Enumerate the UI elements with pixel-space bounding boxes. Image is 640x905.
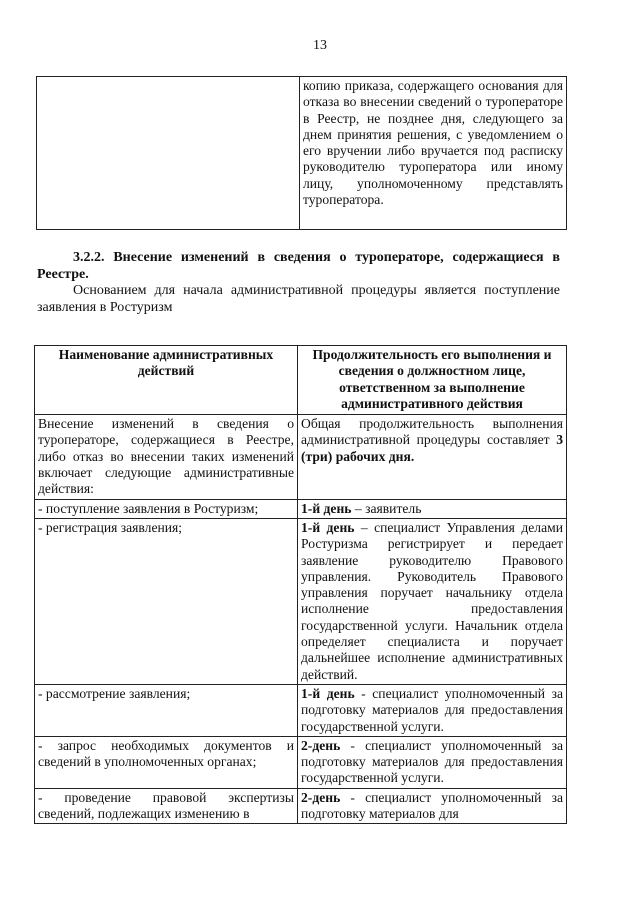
table-row — [37, 77, 567, 230]
column-header-duration: Продолжительность его выполнения и сведения о должностном лице, ответственном за выполнение административного действия — [298, 346, 567, 415]
duration-text: – заявитель — [351, 500, 422, 516]
top-table-text-cell: копию приказа, содержащего основания для отказа во внесении сведений о туроператоре в Реестр, не позднее дня, следующего за днем принятия решения, с уведомлением о его вручении либо вручается под расписку руководителю туроператора или иному лицу, уполномоченному представлять туроператора. — [300, 77, 567, 230]
duration-cell — [298, 415, 567, 499]
action-cell: - запрос необходимых документов и сведений в уполномоченных органах; — [35, 736, 298, 788]
duration-cell — [298, 499, 567, 518]
duration-cell — [298, 736, 567, 788]
duration-tail-bold: 3 (три) рабочих дня. — [301, 432, 563, 464]
duration-text: - специалист уполномоченный за подготовку материалов для предоставления государственной услуги. — [301, 685, 563, 734]
section-paragraph: Основанием для начала административной процедуры является поступление заявления в Ростуризм — [37, 283, 560, 315]
top-table-empty-cell — [37, 77, 300, 230]
column-header-actions: Наименование административных действий — [35, 346, 298, 415]
table-header-row — [35, 346, 567, 415]
duration-day: 2-день — [301, 737, 341, 753]
duration-text: Общая продолжительность выполнения административной процедуры составляет — [301, 416, 563, 448]
duration-text: - специалист уполномоченный за подготовку материалов для — [301, 789, 563, 822]
duration-cell — [298, 788, 567, 824]
table-row — [35, 518, 567, 684]
action-cell: - проведение правовой экспертизы сведений, подлежащих изменению в — [35, 788, 298, 824]
duration-cell — [298, 518, 567, 684]
duration-day: 1-й день — [301, 519, 355, 535]
top-table — [36, 76, 567, 230]
table-row — [35, 684, 567, 736]
table-row — [35, 736, 567, 788]
duration-day: 1-й день — [301, 685, 355, 701]
duration-day: 2-день — [301, 789, 341, 805]
duration-text: – специалист Управления делами Ростуризма регистрирует и передает заявление руководителю Правового управления. Руководитель Правового управления поручает начальнику отдела исполнение предоставления государственной услуги. Начальник отдела определяет специалиста и поручает дальнейшее исполнение административных действий. — [301, 519, 563, 682]
procedure-table — [34, 345, 567, 824]
action-cell: Внесение изменений в сведения о туроператоре, содержащиеся в Реестре, либо отказ во внесении таких изменений включает следующие административные действия: — [35, 415, 298, 499]
table-row — [35, 499, 567, 518]
action-cell: - рассмотрение заявления; — [35, 684, 298, 736]
duration-text: - специалист уполномоченный за подготовку материалов для предоставления государственной услуги. — [301, 737, 563, 786]
section-heading: 3.2.2. Внесение изменений в сведения о туроператоре, содержащиеся в Реестре. — [37, 250, 560, 282]
action-cell: - поступление заявления в Ростуризм; — [35, 499, 298, 518]
table-row — [35, 788, 567, 824]
page-number: 13 — [313, 38, 327, 53]
duration-cell — [298, 684, 567, 736]
action-cell: - регистрация заявления; — [35, 518, 298, 684]
table-row — [35, 415, 567, 499]
duration-day: 1-й день — [301, 500, 352, 516]
